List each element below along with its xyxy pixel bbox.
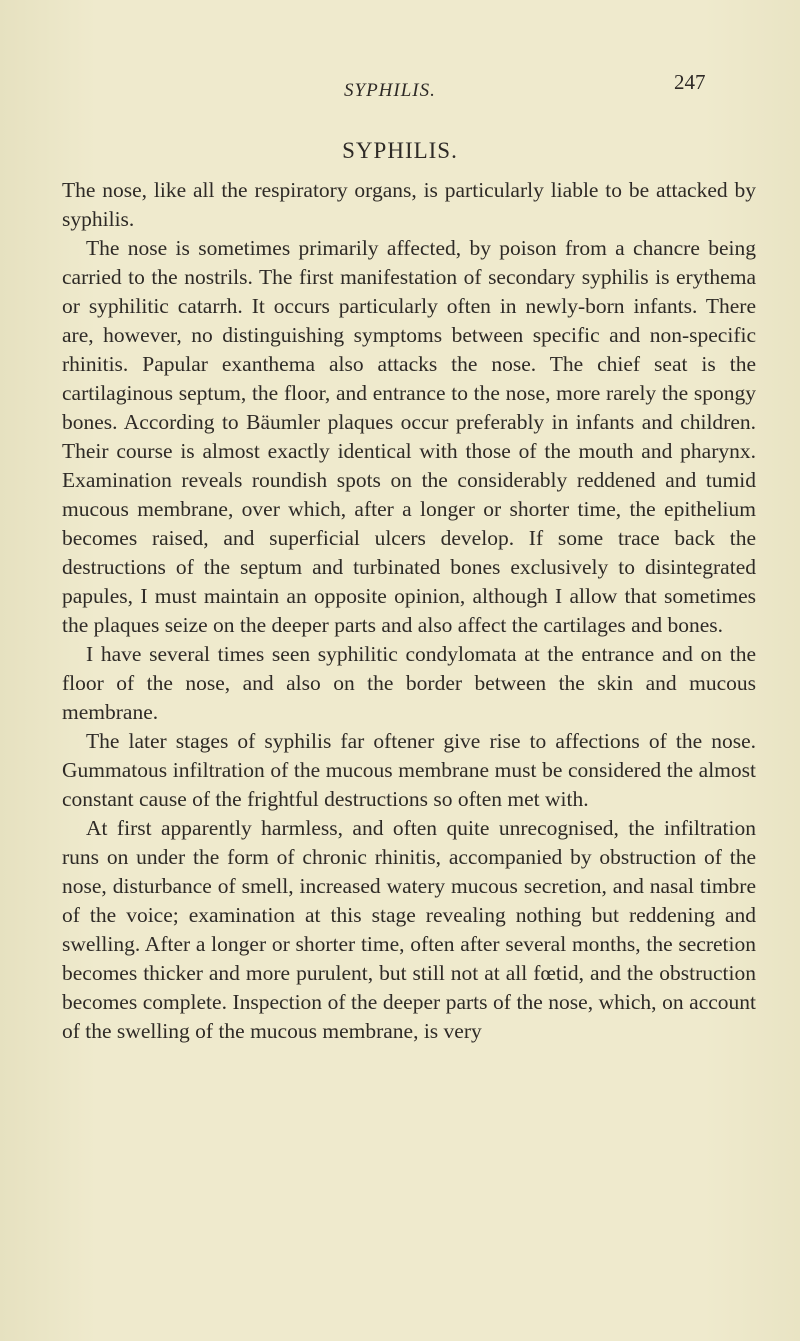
running-head: SYPHILIS. bbox=[344, 80, 436, 101]
section-title: SYPHILIS. bbox=[342, 138, 458, 163]
paragraph: The nose is sometimes primarily affected, by poison from a chancre being carried to the nostrils. The first manifestation of secondary syphilis is erythema or syphilitic catarrh. It occurs particularly often in newly-born infants. There are, however, no distinguishing symptoms between specific and non-specific rhinitis. Papular exanthema also attacks the nose. The chief seat is the cartilaginous septum, the floor, and entrance to the nose, more rarely the spongy bones. According to Bäumler plaques occur preferably in infants and children. Their course is almost exactly identical with those of the mouth and pharynx. Examination reveals roundish spots on the considerably reddened and tumid mucous membrane, over which, after a longer or shorter time, the epithelium becomes raised, and superficial ulcers develop. If some trace back the destructions of the septum and turbinated bones exclusively to disintegrated papules, I must maintain an opposite opinion, although I allow that sometimes the plaques seize on the deeper parts and also affect the cartilages and bones. bbox=[62, 236, 756, 637]
paragraph: The later stages of syphilis far oftener give rise to affections of the nose. Gummatous infiltration of the mucous membrane must be considered the almost constant cause of the frightful destructions so often met with. bbox=[62, 729, 756, 811]
page-number: 247 bbox=[674, 70, 706, 94]
paragraph: The nose, like all the respiratory organs, is particularly liable to be attacked by syphilis. bbox=[62, 178, 756, 231]
paragraph: I have several times seen syphilitic condylomata at the entrance and on the floor of the nose, and also on the border between the skin and mucous membrane. bbox=[62, 642, 756, 724]
paragraph: At first apparently harmless, and often quite unrecognised, the infiltration runs on under the form of chronic rhinitis, accompanied by obstruction of the nose, disturbance of smell, increased watery mucous secretion, and nasal timbre of the voice; examination at this stage revealing nothing but reddening and swelling. After a longer or shorter time, often after several months, the secretion becomes thicker and more purulent, but still not at all fœtid, and the obstruction becomes complete. Inspection of the deeper parts of the nose, which, on account of the swelling of the mucous membrane, is very bbox=[62, 816, 756, 1043]
body-text bbox=[62, 176, 756, 1046]
